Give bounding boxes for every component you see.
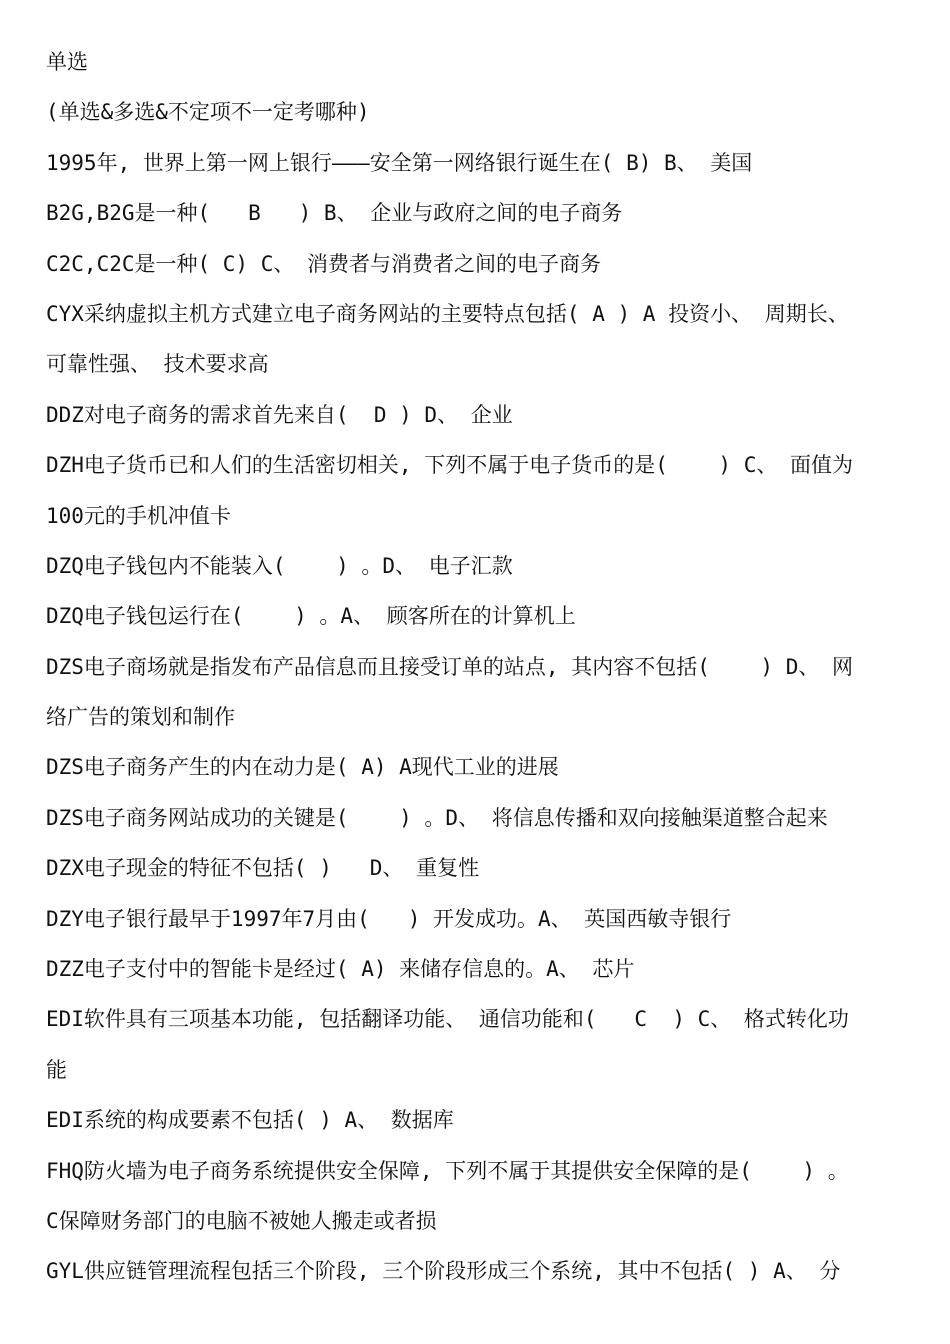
question-line: FHQ防火墙为电子商务系统提供安全保障, 下列不属于其提供安全保障的是( ) 。 bbox=[46, 1158, 849, 1183]
question-line: GYL供应链管理流程包括三个阶段, 三个阶段形成三个系统, 其中不包括( ) A、 分 bbox=[46, 1259, 841, 1284]
question-line: DZQ电子钱包运行在( ) 。A、 顾客所在的计算机上 bbox=[46, 604, 576, 629]
question-continuation: C保障财务部门的电脑不被她人搬走或者损 bbox=[46, 1208, 437, 1233]
section-note: (单选&多选&不定项不一定考哪种) bbox=[46, 100, 370, 125]
question-line: CYX采纳虚拟主机方式建立电子商务网站的主要特点包括( A ) A 投资小、 周期长、 bbox=[46, 301, 849, 326]
question-line: DZS电子商务产生的内在动力是( A) A现代工业的进展 bbox=[46, 755, 559, 780]
question-line: EDI系统的构成要素不包括( ) A、 数据库 bbox=[46, 1108, 454, 1133]
question-continuation: 100元的手机冲值卡 bbox=[46, 503, 231, 528]
question-line: EDI软件具有三项基本功能, 包括翻译功能、 通信功能和( C ) C、 格式转化功 bbox=[46, 1007, 849, 1032]
question-continuation: 可靠性强、 技术要求高 bbox=[46, 352, 269, 377]
question-line: DZS电子商场就是指发布产品信息而且接受订单的站点, 其内容不包括( ) D、 网 bbox=[46, 654, 854, 679]
document-body bbox=[46, 44, 906, 1304]
question-line: DZY电子银行最早于1997年7月由( ) 开发成功。A、 英国西敏寺银行 bbox=[46, 906, 732, 931]
question-line: DDZ对电子商务的需求首先来自( D ) D、 企业 bbox=[46, 402, 513, 427]
question-line: DZZ电子支付中的智能卡是经过( A) 来储存信息的。A、 芯片 bbox=[46, 957, 635, 982]
question-line: 1995年, 世界上第一网上银行———安全第一网络银行诞生在( B) B、 美国 bbox=[46, 150, 753, 175]
question-line: B2G,B2G是一种( B ) B、 企业与政府之间的电子商务 bbox=[46, 201, 623, 226]
section-heading: 单选 bbox=[46, 50, 88, 74]
question-line: DZH电子货币已和人们的生活密切相关, 下列不属于电子货币的是( ) C、 面值为 bbox=[46, 453, 854, 478]
question-continuation: 络广告的策划和制作 bbox=[46, 705, 235, 730]
question-line: DZX电子现金的特征不包括( ) D、 重复性 bbox=[46, 856, 480, 881]
question-line: C2C,C2C是一种( C) C、 消费者与消费者之间的电子商务 bbox=[46, 251, 602, 276]
question-line: DZQ电子钱包内不能装入( ) 。D、 电子汇款 bbox=[46, 553, 513, 578]
question-continuation: 能 bbox=[46, 1057, 67, 1082]
question-line: DZS电子商务网站成功的关键是( ) 。D、 将信息传播和双向接触渠道整合起来 bbox=[46, 805, 828, 830]
